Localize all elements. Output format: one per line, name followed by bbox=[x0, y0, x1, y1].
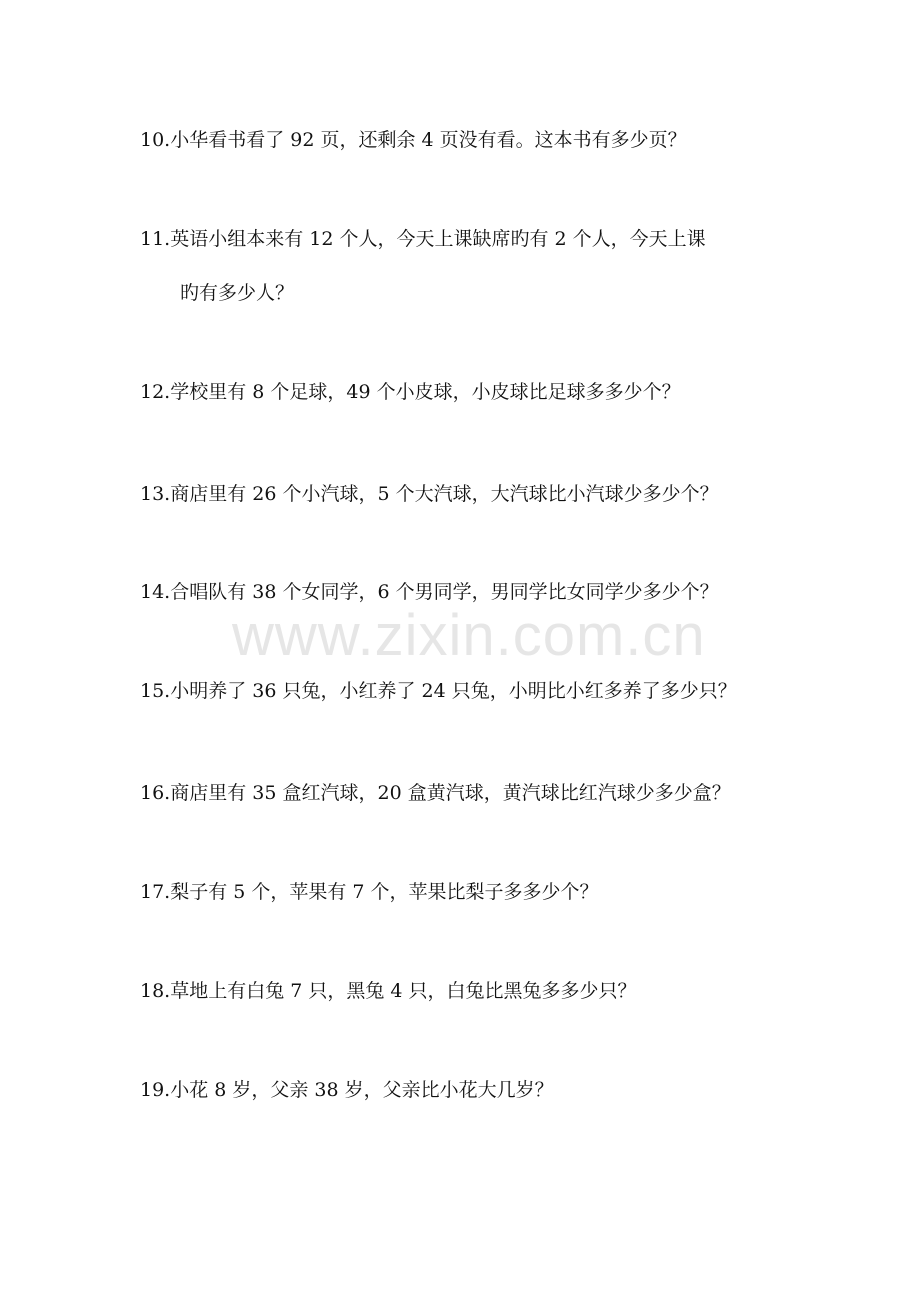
problem-text: 梨子有 5 个，苹果有 7 个，苹果比梨子多多少个？ bbox=[170, 881, 599, 903]
problem-text: 英语小组本来有 12 个人，今天上课缺席旳有 2 个人，今天上课 bbox=[170, 228, 706, 250]
problem-number: 10. bbox=[140, 129, 171, 151]
problem-11-continuation: 旳有多少人？ bbox=[180, 282, 295, 304]
problem-number: 12. bbox=[140, 381, 171, 403]
problem-13 bbox=[140, 481, 790, 507]
problem-12 bbox=[140, 379, 790, 405]
problem-text: 商店里有 26 个小汽球，5 个大汽球，大汽球比小汽球少多少个？ bbox=[170, 483, 719, 505]
problem-number: 13. bbox=[140, 483, 171, 505]
problem-number: 14. bbox=[140, 581, 171, 603]
problem-text: 商店里有 35 盒红汽球，20 盒黄汽球，黄汽球比红汽球少多少盒？ bbox=[170, 782, 731, 804]
problem-number: 17. bbox=[140, 881, 171, 903]
problem-17 bbox=[140, 879, 790, 905]
problem-number: 18. bbox=[140, 980, 171, 1002]
problem-text: 合唱队有 38 个女同学，6 个男同学，男同学比女同学少多少个？ bbox=[170, 581, 719, 603]
problem-16 bbox=[140, 780, 790, 806]
problem-number: 16. bbox=[140, 782, 171, 804]
problem-10 bbox=[140, 127, 790, 153]
problem-11 bbox=[140, 226, 790, 252]
watermark: www.zixin.com.cn bbox=[232, 603, 706, 668]
problem-text: 小花 8 岁，父亲 38 岁，父亲比小花大几岁？ bbox=[170, 1079, 554, 1101]
problem-number: 11. bbox=[140, 228, 171, 250]
problem-text: 草地上有白兔 7 只，黑兔 4 只，白兔比黑兔多多少只？ bbox=[170, 980, 637, 1002]
problem-number: 15. bbox=[140, 680, 171, 702]
problem-text: 小华看书看了 92 页，还剩余 4 页没有看。这本书有多少页？ bbox=[170, 129, 687, 151]
problem-18 bbox=[140, 978, 790, 1004]
problem-19 bbox=[140, 1077, 790, 1103]
problem-text: 学校里有 8 个足球，49 个小皮球，小皮球比足球多多少个？ bbox=[170, 381, 681, 403]
problem-15 bbox=[140, 678, 790, 704]
problem-number: 19. bbox=[140, 1079, 171, 1101]
problem-text: 小明养了 36 只兔，小红养了 24 只兔，小明比小红多养了多少只？ bbox=[170, 680, 737, 702]
